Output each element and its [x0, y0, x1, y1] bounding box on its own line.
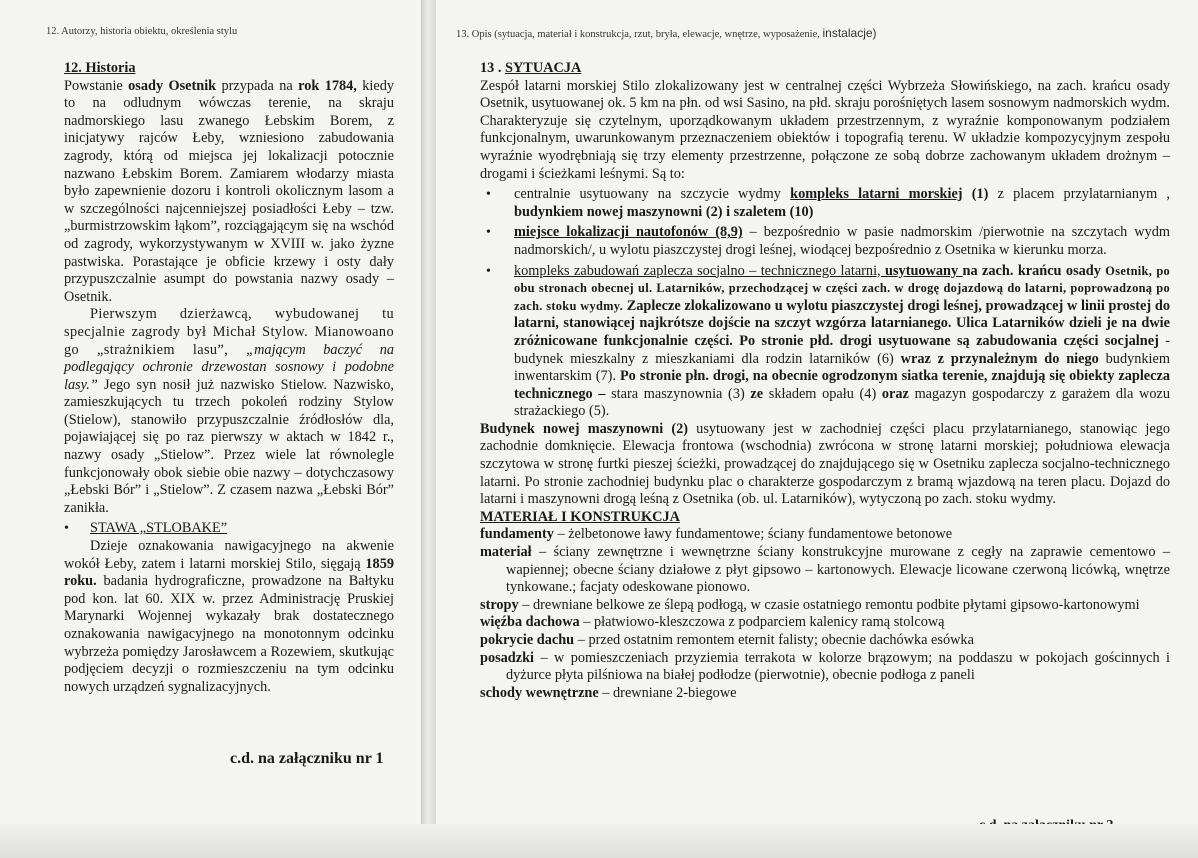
description-column: [480, 60, 1170, 702]
history-column: [64, 60, 394, 696]
section-title: 13 . SYTUACJA: [480, 60, 582, 76]
list-item: • miejsce lokalizacji nautofonów (8,9) – bezpośrednio w pasie nadmorskim /pierwotnie na szczytach wydm nadmorskich/, u wylotu piaszczystej drogi leśnej, wiodącej bezpośrednio z Osetnika w kierunku morza.: [486, 224, 1170, 258]
paragraph-maszynownia: Budynek nowej maszynowni (2) usytuowany jest w zachodniej części placu przylatarnianego, stanowiąc jego zachodnie domknięcie. Elewacja frontowa (wschodnia) zwrócona w stronę latarni morskiej; południowa elewacja szczytowa w stronę furtki pieszej ścieżki, prowadzącej do znajdującego się w Osetniku zaplecza socjalno-technicznego latarni. Po stronie zachodniej budynku plac o charakterze gospodarczym z bramą wjazdową na teren placu. Dojazd do latarni i maszynowni drogą leśną z Osetnika (ob. ul. Latarników), wytyczoną po zach. stoku wydmy.: [480, 420, 1170, 508]
material-item: schody wewnętrzne – drewniane 2-biegowe: [480, 684, 737, 701]
list-item: [64, 520, 394, 538]
page-header: 13. Opis (sytuacja, materiał i konstrukcja, rzut, bryła, elewacje, wnętrze, wyposażenie, instalacje): [456, 26, 877, 40]
material-item: więźba dachowa – płatwiowo-kleszczowa z podparciem kalenicy ramą stolcową: [480, 614, 945, 631]
paragraph-navigation: Dzieje oznakowania nawigacyjnego na akwenie wokół Łeby, zatem i latarni morskiej Stilo, sięgają 1859 roku. badania hydrograficzne, prowadzone na Bałtyku pod kon. lat 60. XIX w. przez Administrację Pruskiej Marynarki Wojennej wykazały brak dostatecznego oznakowania nawigacyjnego na monotonnym odcinku wybrzeża pomiędzy Jarosławcem a Rozewiem, skutkując podjęciem decyzji o rozmieszczeniu na tym odcinku nowych urządzeń sygnalizacyjnych.: [64, 538, 394, 695]
bullet-icon: •: [486, 187, 491, 203]
paragraph-origin: Powstanie osady Osetnik przypada na rok 1784, kiedy to na odludnym wówczas terenie, na skraju nadmorskiego lasu zwanego Łebskim Borem, z inicjatywy rajców Łeby, wzniesiono zabudowania zagrody, którą od miejsca jej lokalizacji potocznie nazwano Łebskim Borem. Zamiarem włodarzy miasta było zapewnienie dozoru i kontroli okolicznym lasom a w szczególności najcenniejszej posiadłości Łeby – tzw. „burmistrzowskim łąkom”, rozciągającym się na wschód od zagrody, wykorzystywanym w XVIII w. jako żyzne pastwiska. Porastające je obficie krzewy i osty dały przypuszczalnie asumpt do powstania nazwy osady – Osetnik.: [64, 77, 395, 305]
subheading: STAWA „STLOBAKE”: [90, 520, 228, 537]
left-page: [0, 0, 422, 858]
list-item: • kompleks zabudowań zaplecza socjalno – technicznego latarni, usytuowany na zach. krańcu osady Osetnik, po obu stronach obecnej ul. Latarników, przechodzącej w części zach. w drogę dojazdową do latarni, poprowadzoną po zach. stoku wydmy. Zaplecze zlokalizowano u wylotu piaszczystej drogi leśnej, prowadzącej w linii prostej do latarni, stanowiącej najkrótsze dojście na szczyt wzgórza latarnianego. Ulica Latarników dzieli je na dwie zróżnicowane funkcjonalnie części. Po stronie płd. drogi usytuowane są zabudowania części socjalnej - budynek mieszkalny z mieszkaniami dla rodzin latarników (6) wraz z przynależnym do niego budynkiem inwentarskim (7). Po stronie płn. drogi, na obecnie ogrodzonym siatka terenie, znajdują się obiekty zaplecza technicznego – stara maszynownia (3) ze składem opału (4) oraz magazyn gospodarczy z garażem dla wozu strażackiego (5).: [486, 262, 1171, 420]
bullet-icon: •: [486, 225, 491, 241]
material-item: pokrycie dachu – przed ostatnim remontem eternit falisty; obecnie dachówka esówka: [480, 632, 974, 648]
material-item: materiał – ściany zewnętrzne i wewnętrzne ściany konstrukcyjne murowane z cegły na zaprawie cementowo – wapiennej; obecne ściany działowe z płyt gipsowo – kartonowych. Elewacje licowane czerwoną licówką, wnętrze tynkowane.; facjaty odeskowane pionowo.: [480, 544, 1170, 596]
paragraph-intro: Zespół latarni morskiej Stilo zlokalizowany jest w centralnej części Wybrzeża Słowińskiego, na zach. krańcu osady Osetnik, usytuowanej ok. 5 km na płn. od wsi Sasino, na płd. skraju porośniętych lasem sosnowym nadmorskich wydm. Charakteryzuje się czytelnym, uporządkowanym układem przestrzennym, z wyraźnie komponowanym podziałem funkcjonalnym, uwarunkowanym przeznaczeniem obiektów i topografią terenu. W układzie kompozycyjnym zespołu wyraźnie wyodrębniają się trzy elementy przestrzenne, połączone ze sobą dobrze zachowanym układem drożnym – drogami i ścieżkami leśnymi. Są to:: [480, 77, 1170, 182]
section-title: 12. Historia: [64, 60, 136, 76]
material-item: fundamenty – żelbetonowe ławy fundamentowe; ściany fundamentowe betonowe: [480, 526, 953, 543]
material-title: MATERIAŁ I KONSTRUKCJA: [480, 508, 680, 525]
page-header: 12. Autorzy, historia obiektu, określenia stylu: [46, 26, 238, 37]
list-item: • centralnie usytuowany na szczycie wydmy kompleks latarni morskiej (1) z placem przylatarnianym , budynkiem nowej maszynowni (2) i szaletem (10): [486, 186, 1170, 220]
page-gutter: [422, 0, 436, 858]
right-page: [436, 0, 1198, 858]
scan-bottom-edge: [0, 824, 1198, 858]
bullet-icon: •: [64, 521, 69, 537]
material-item: stropy – drewniane belkowe ze ślepą podłogą, w czasie ostatniego remontu podbite płytami gipsowo-kartonowymi: [480, 596, 1140, 613]
paragraph-tenants: Pierwszym dzierżawcą, wybudowanej tu specjalnie zagrody był Michał Stylow. Mianowoano go „strażnikiem lasu”, „mającym baczyć na podlegający ochronie drzewostan sosnowy i podobne lasy.” Jego syn nosił już nazwisko Stielow. Nazwisko, zamieszkujących tu trzech pokoleń rodziny Stylow (Stielow), stanowiło przypuszczalnie źródłosłów dla, pojawiającej się po raz pierwszy w aktach w 1842 r., nazwy osady „Stielow”. Przez wiele lat równolegle funkcjonowały obok siebie obie nazwy – dotychczasowy „Łebski Bór” i „Stielow”. Z czasem nazwa „Łebski Bór” zanikła.: [64, 306, 394, 516]
continued-note: c.d. na załączniku nr 1: [230, 750, 384, 767]
material-item: posadzki – w pomieszczeniach przyziemia terrakota w kolorze brązowym; na poddaszu w pokojach gościnnych i dyżurce płyta pilśniowa na białej podłodze (pierwotnie), obecnie podłoga z paneli: [480, 649, 1170, 684]
bullet-icon: •: [486, 263, 491, 279]
